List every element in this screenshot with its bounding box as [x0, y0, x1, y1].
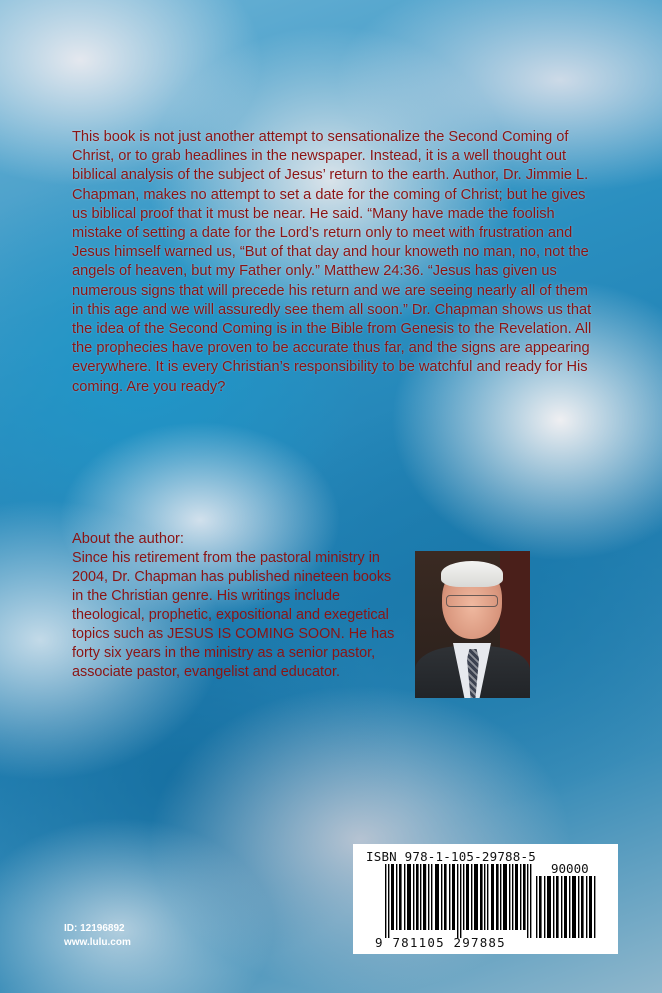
book-description: This book is not just another attempt to sensationalize the Second Coming of Christ, or to grab headlines in the newspaper. Instead, it is a well thought out biblical analysis of the subject of Jesus’ return to the earth. Author, Dr. Jimmie L. Chapman, makes no attempt to set a date for the coming of Christ; but he gives us biblical proof that it must be near. He said. “Many have made the foolish mistake of setting a date for the Lord’s return only to meet with frustration and Jesus himself warned us, “But of that day and hour knoweth no man, no, not the angels of heaven, but my Father only.” Matthew 24:36. “Jesus has given us numerous signs that will precede his return and we are seeing nearly all of them in this age and we will assuredly see them all soon.” Dr. Chapman shows us that the idea of the Second Coming is in the Bible from Genesis to the Revelation. All the prophecies have proven to be accurate thus far, and the signs are appearing everywhere. It is every Christian’s responsibility to be watchful and ready for His coming. Are you ready? — [72, 129, 592, 395]
ean-number: 9 781105 297885 — [375, 935, 506, 950]
isbn-number: ISBN 978-1-105-29788-5 — [366, 849, 536, 864]
author-photo — [415, 551, 530, 698]
price-barcode-bars — [536, 876, 598, 938]
about-author-text: Since his retirement from the pastoral ministry in 2004, Dr. Chapman has published nineteen books in the Christian genre. His writings include theological, prophetic, expositional and exegetical topics such as JESUS IS COMING SOON. He has forty six years in the ministry as a senior pastor, associate pastor, evangelist and educator. — [72, 550, 395, 680]
price-code: 90000 — [551, 861, 589, 876]
publisher-id: ID: 12196892 — [64, 923, 125, 934]
ean-barcode-bars — [385, 864, 535, 938]
publisher-url: www.lulu.com — [64, 937, 131, 948]
isbn-barcode — [353, 844, 618, 954]
publisher-imprint — [64, 922, 131, 950]
about-author-heading: About the author: — [72, 531, 184, 547]
